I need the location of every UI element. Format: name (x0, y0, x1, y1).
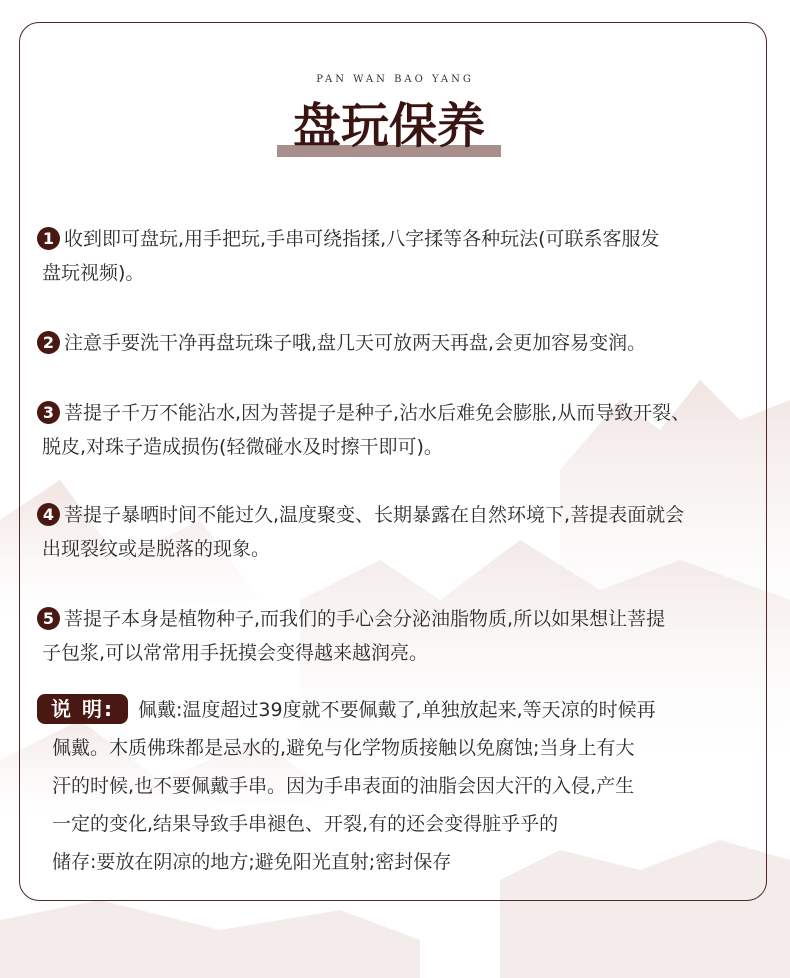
item-text-line1: 菩提子本身是植物种子,而我们的手心会分泌油脂物质,所以如果想让菩提 (64, 608, 666, 630)
note-line: 佩戴。木质佛珠都是忌水的,避免与化学物质接触以免腐蚀;当身上有大 (52, 737, 635, 759)
number-badge: 2 (37, 331, 60, 354)
note-badge: 说 明: (37, 694, 128, 724)
note-line: 汗的时候,也不要佩戴手串。因为手串表面的油脂会因大汗的入侵,产生 (52, 775, 635, 797)
item-text-line2: 出现裂纹或是脱落的现象。 (42, 538, 271, 560)
item-text-line2: 子包浆,可以常常用手抚摸会变得越来越润亮。 (42, 642, 429, 664)
number-badge: 3 (37, 401, 60, 424)
number-badge: 5 (37, 607, 60, 630)
item-text-line1: 收到即可盘玩,用手把玩,手串可绕指揉,八字揉等各种玩法(可联系客服发 (64, 228, 660, 250)
care-item-2 (37, 326, 757, 360)
care-item-5 (37, 602, 757, 670)
care-item-1 (37, 222, 757, 290)
item-text-line2: 脱皮,对珠子造成损伤(轻微碰水及时擦干即可)。 (42, 436, 443, 458)
item-text-line1: 菩提子千万不能沾水,因为菩提子是种子,沾水后难免会膨胀,从而导致开裂、 (64, 402, 691, 424)
care-item-4 (37, 498, 757, 566)
note-line: 一定的变化,结果导致手串褪色、开裂,有的还会变得脏乎乎的 (52, 813, 559, 835)
number-badge: 4 (37, 503, 60, 526)
page-title: 盘玩保养 (292, 98, 485, 154)
number-badge: 1 (37, 227, 60, 250)
note-section (37, 691, 757, 881)
title-block (277, 94, 501, 162)
care-item-3 (37, 396, 757, 464)
page-subtitle: PAN WAN BAO YANG (316, 74, 474, 85)
note-line: 佩戴:温度超过39度就不要佩戴了,单独放起来,等天凉的时候再 (137, 699, 656, 721)
item-text-line2: 盘玩视频)。 (42, 262, 145, 284)
item-text-line1: 注意手要洗干净再盘玩珠子哦,盘几天可放两天再盘,会更加容易变润。 (64, 332, 647, 354)
note-line: 储存:要放在阴凉的地方;避免阳光直射;密封保存 (52, 851, 452, 873)
item-text-line1: 菩提子暴晒时间不能过久,温度聚变、长期暴露在自然环境下,菩提表面就会 (64, 504, 685, 526)
